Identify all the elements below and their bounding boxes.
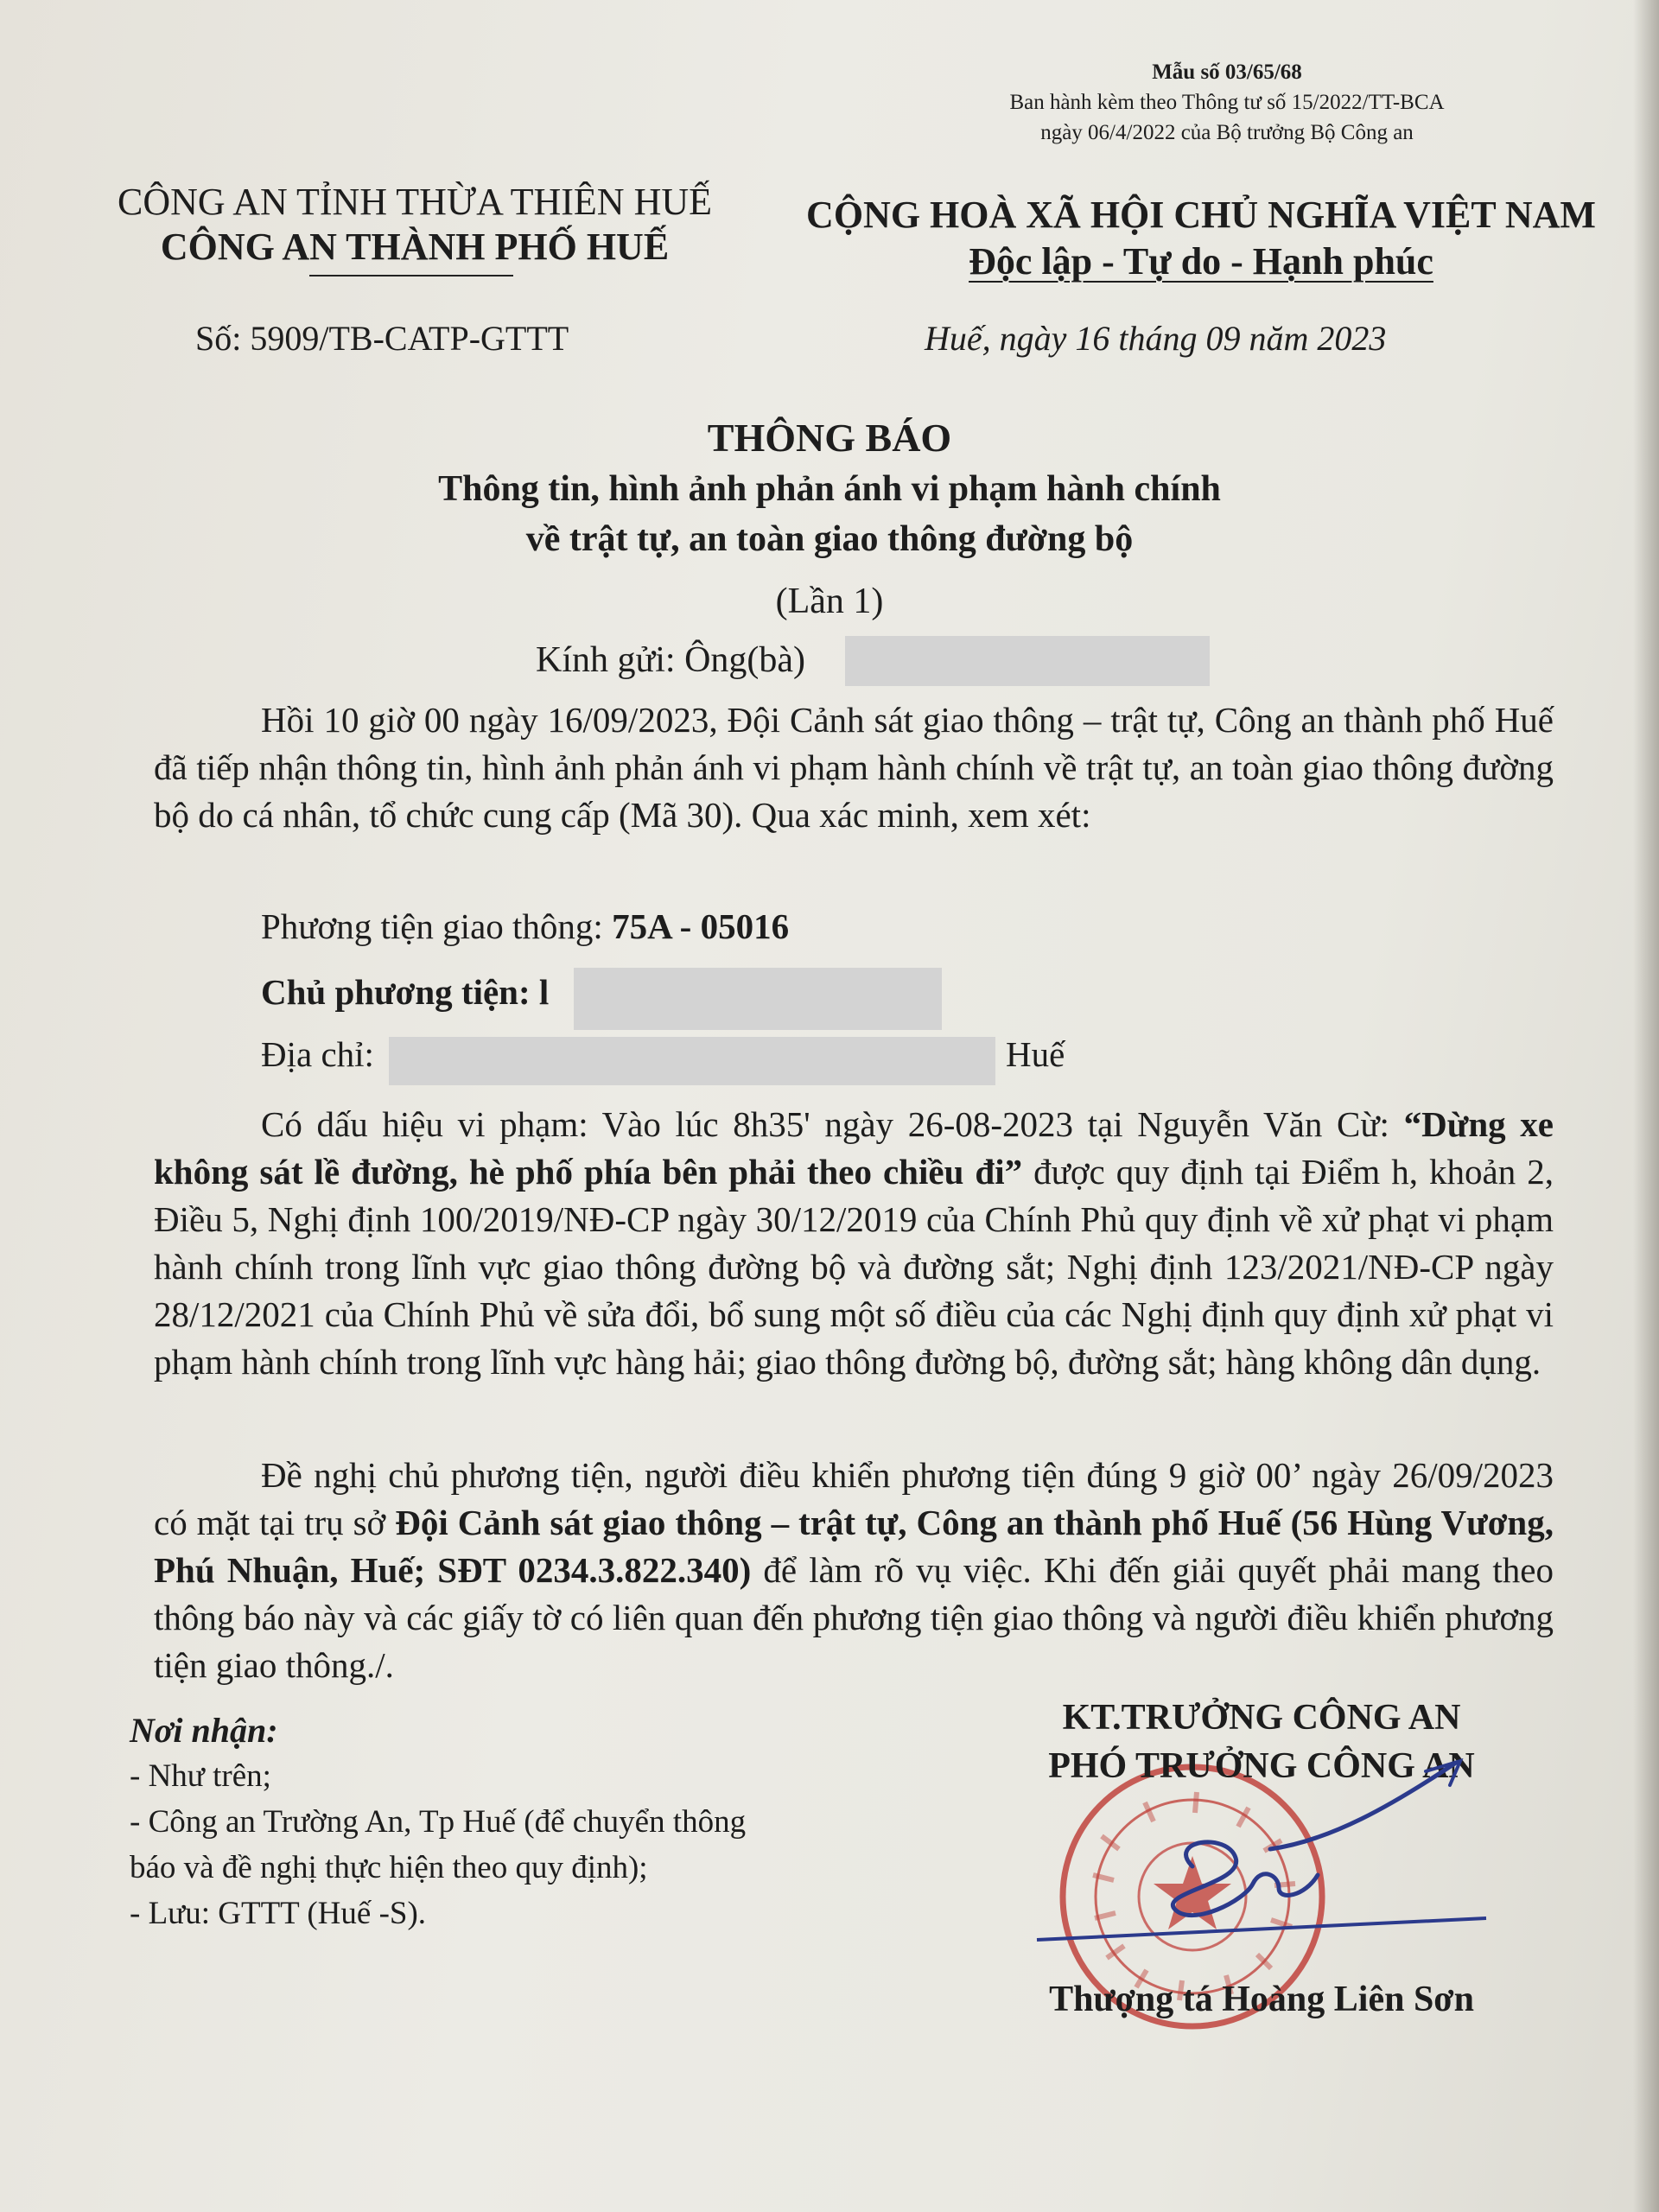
recipient-item: - Như trên; [130,1758,271,1794]
national-header [752,192,1650,285]
paragraph-violation: Có dấu hiệu vi phạm: Vào lúc 8h35' ngày 26-08-2023 tại Nguyễn Văn Cừ: “Dừng xe không sát lề đường, hè phố phía bên phải theo chiều đi” được quy định tại Điểm h, khoản 2, Điều 5, Nghị định 100/2019/NĐ-CP ngày 30/12/2019 của Chính Phủ quy định về xử phạt vi phạm hành chính trong lĩnh vực giao thông đường bộ và đường sắt; Nghị định 123/2021/NĐ-CP ngày 28/12/2021 của Chính Phủ về sửa đổi, bổ sung một số điều của các Nghị định quy định xử phạt vi phạm hành chính trong lĩnh vực hàng hải; giao thông đường bộ, đường sắt; hàng không dân dụng. [154,1104,1554,1382]
recipient-item-continued: báo và đề nghị thực hiện theo quy định); [130,1850,648,1885]
signature-title-line2: PHÓ TRƯỞNG CÔNG AN [1048,1746,1475,1786]
form-number: Mẫu số 03/65/68 [1152,60,1302,84]
national-title: CỘNG HOÀ XÃ HỘI CHỦ NGHĨA VIỆT NAM [806,194,1596,236]
redacted-address [389,1037,995,1085]
recipients-heading: Nơi nhận: [130,1711,278,1750]
agency-parent: CÔNG AN TỈNH THỪA THIÊN HUẾ [117,181,712,223]
document-attempt: (Lần 1) [775,582,884,621]
recipients-block [130,1707,746,1936]
agency-name: CÔNG AN THÀNH PHỐ HUẾ [160,226,670,268]
document-date: Huế, ngày 16 tháng 09 năm 2023 [925,319,1387,358]
document-number: Số: 5909/TB-CATP-GTTT [195,319,569,358]
office-address: Đội Cảnh sát giao thông – trật tự, Công an thành phố Huế (56 Hùng Vương, Phú Nhuận, Huế; SĐT 0234.3.822.340) [154,1503,1554,1590]
vehicle-field [261,906,789,947]
paragraph-intro: Hồi 10 giờ 00 ngày 16/09/2023, Đội Cảnh sát giao thông – trật tự, Công an thành phố Huế đã tiếp nhận thông tin, hình ảnh phản ánh vi phạm hành chính về trật tự, an toàn giao thông đường bộ do cá nhân, tổ chức cung cấp (Mã 30). Qua xác minh, xem xét: [154,700,1554,835]
owner-label: Chủ phương tiện: [261,972,539,1012]
vehicle-plate: 75A - 05016 [612,906,790,946]
redacted-recipient-name [845,636,1210,686]
redacted-owner-name [574,968,942,1030]
agency-underline [309,275,513,276]
document-subtitle-1: Thông tin, hình ảnh phản ánh vi phạm hành chính [438,469,1221,509]
recipient-item: - Lưu: GTTT (Huế -S). [130,1896,427,1931]
signature-title-line1: KT.TRƯỞNG CÔNG AN [1062,1698,1461,1738]
signer-name: Thượng tá Hoàng Liên Sơn [1049,1980,1474,2019]
document-subtitle-2: về trật tự, an toàn giao thông đường bộ [525,519,1134,559]
handwritten-signature [1020,1745,1503,1979]
paragraph-request: Đề nghị chủ phương tiện, người điều khiển phương tiện đúng 9 giờ 00’ ngày 26/09/2023 có mặt tại trụ sở Đội Cảnh sát giao thông – trật tự, Công an thành phố Huế (56 Hùng Vương, Phú Nhuận, Huế; SĐT 0234.3.822.340) để làm rõ vụ việc. Khi đến giải quyết phải mang theo thông báo này và các giấy tờ có liên quan đến phương tiện giao thông và người điều khiển phương tiện giao thông./. [154,1455,1554,1685]
page-edge-shadow [1633,0,1659,2212]
form-reference [968,57,1486,148]
owner-partial: l [538,972,550,1012]
national-motto: Độc lập - Tự do - Hạnh phúc [969,240,1433,283]
violation-description: “Dừng xe không sát lề đường, hè phố phía bên phải theo chiều đi” [154,1104,1554,1192]
recipient-line [536,639,805,681]
recipient-label: Kính gửi: Ông(bà) [536,640,806,680]
recipient-item: - Công an Trường An, Tp Huế (để chuyển thông [130,1804,747,1840]
vehicle-label: Phương tiện giao thông: [261,906,613,946]
address-field [261,1033,374,1075]
form-issued-date: ngày 06/4/2022 của Bộ trưởng Bộ Công an [1040,121,1414,144]
form-issued-by: Ban hành kèm theo Thông tư số 15/2022/TT-BCA [1009,91,1445,114]
owner-field [261,971,549,1013]
address-city: Huế [1006,1034,1065,1074]
address-label: Địa chỉ: [261,1034,374,1074]
document-title: THÔNG BÁO [707,416,952,460]
agency-header [52,180,778,270]
